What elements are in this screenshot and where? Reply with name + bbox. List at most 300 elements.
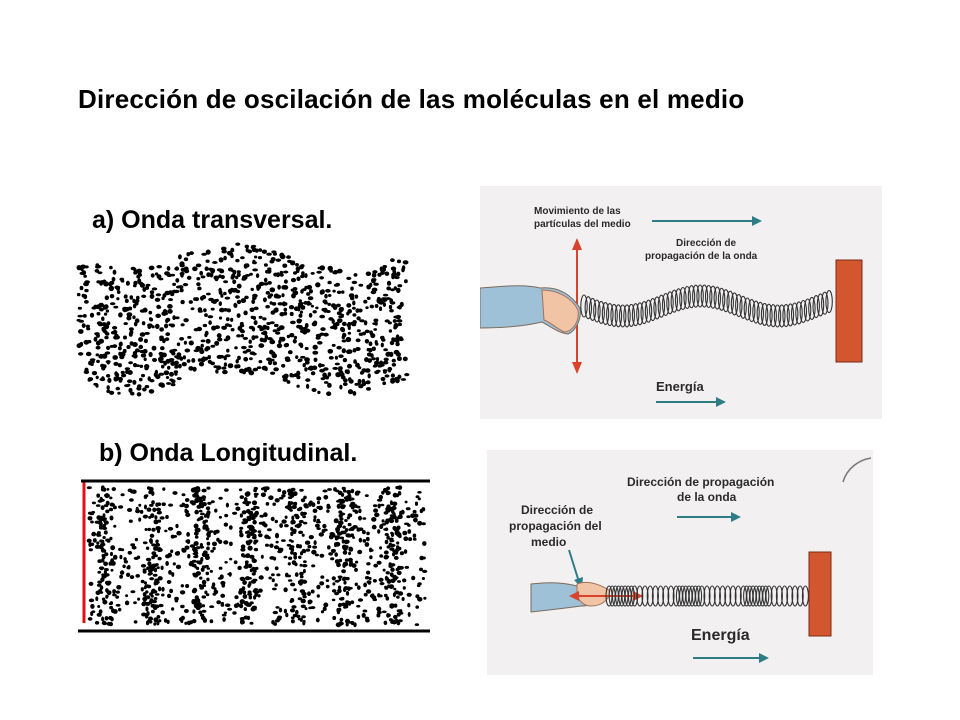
particle-dot — [138, 337, 143, 342]
particle-dot — [242, 586, 246, 590]
particle-dot — [341, 493, 344, 497]
particle-dot — [358, 509, 361, 514]
particle-dot — [141, 374, 145, 377]
particle-dot — [90, 358, 96, 361]
particle-dot — [225, 297, 231, 300]
particle-dot — [323, 367, 328, 370]
particle-dot — [387, 281, 391, 286]
particle-dot — [173, 535, 177, 538]
particle-dot — [204, 514, 207, 518]
particle-dot — [296, 544, 300, 548]
particle-dot — [365, 619, 370, 623]
particle-dot — [274, 308, 278, 311]
particle-dot — [389, 329, 392, 332]
particle-dot — [366, 589, 371, 593]
particle-dot — [272, 353, 277, 358]
particle-dot — [385, 272, 390, 276]
particle-dot — [237, 313, 241, 318]
particle-dot — [197, 287, 201, 291]
particle-dot — [167, 580, 172, 584]
particle-dot — [331, 549, 336, 553]
particle-dot — [272, 578, 275, 582]
particle-dot — [398, 485, 403, 490]
particle-dot — [240, 620, 244, 625]
particle-dot — [136, 364, 140, 367]
particle-dot — [348, 547, 353, 552]
particle-dot — [374, 513, 379, 518]
particle-dot — [295, 572, 299, 577]
particle-dot — [272, 503, 276, 506]
particle-dot — [373, 328, 377, 331]
particle-dot — [408, 537, 412, 541]
particle-dot — [149, 389, 155, 394]
particle-dot — [338, 354, 343, 358]
particle-dot — [300, 512, 304, 517]
particle-dot — [276, 259, 282, 262]
particle-dot — [300, 264, 304, 267]
particle-dot — [107, 378, 111, 383]
particle-dot — [234, 603, 239, 608]
particle-dot — [178, 364, 182, 369]
particle-dot — [326, 585, 330, 589]
particle-dot — [418, 497, 421, 500]
particle-dot — [289, 539, 292, 542]
particle-dot — [282, 490, 286, 495]
particle-dot — [307, 545, 311, 548]
particle-dot — [384, 555, 389, 560]
particle-dot — [391, 373, 395, 377]
particle-dot — [259, 360, 263, 363]
particle-dot — [204, 333, 207, 337]
particle-dot — [104, 494, 108, 497]
particle-dot — [422, 577, 425, 580]
particle-dot — [258, 594, 261, 597]
particle-dot — [226, 335, 231, 340]
particle-dot — [250, 351, 256, 355]
particle-dot — [201, 495, 206, 499]
particle-dot — [214, 341, 219, 346]
particle-dot — [304, 367, 307, 371]
particle-dot — [322, 490, 327, 493]
particle-dot — [347, 349, 353, 354]
particle-dot — [291, 616, 295, 619]
particle-dot — [139, 345, 144, 349]
particle-dot — [202, 489, 207, 493]
particle-dot — [234, 560, 238, 564]
particle-dot — [217, 333, 222, 338]
particle-dot — [401, 268, 405, 273]
particle-dot — [90, 543, 94, 547]
particle-dot — [145, 595, 150, 599]
particle-dot — [150, 534, 155, 538]
particle-dot — [277, 285, 281, 290]
particle-dot — [296, 524, 301, 528]
particle-dot — [107, 360, 110, 365]
particle-dot — [137, 598, 140, 601]
particle-dot — [201, 568, 205, 572]
particle-dot — [200, 543, 203, 547]
particle-dot — [316, 271, 321, 274]
particle-dot — [312, 388, 317, 392]
particle-dot — [316, 521, 321, 524]
particle-dot — [105, 295, 109, 300]
particle-dot — [385, 540, 389, 544]
particle-dot — [382, 519, 385, 522]
particle-dot — [293, 287, 298, 291]
particle-dot — [400, 551, 404, 555]
particle-dot — [258, 256, 262, 259]
particle-dot — [166, 359, 171, 364]
particle-dot — [115, 335, 119, 339]
particle-dot — [419, 556, 424, 561]
particle-dot — [110, 601, 113, 605]
particle-dot — [168, 298, 173, 301]
particle-dot — [143, 515, 148, 519]
particle-dot — [405, 501, 408, 504]
particle-dot — [169, 349, 174, 353]
particle-dot — [149, 266, 155, 271]
particle-dot — [125, 307, 129, 311]
particle-dot — [368, 581, 371, 585]
particle-dot — [89, 582, 94, 586]
particle-dot — [132, 354, 136, 357]
particle-dot — [87, 340, 91, 343]
particle-dot — [250, 622, 254, 625]
particle-dot — [237, 566, 241, 570]
particle-dot — [96, 334, 100, 338]
particle-dot — [332, 290, 335, 293]
particle-dot — [291, 548, 294, 552]
particle-dot — [194, 599, 197, 604]
slide-title: Dirección de oscilación de las moléculas en el medio — [78, 84, 745, 114]
particle-dot — [225, 603, 230, 607]
particle-dot — [327, 303, 331, 306]
particle-dot — [296, 277, 300, 282]
particle-dot — [309, 289, 313, 293]
particle-dot — [242, 369, 246, 374]
particle-dot — [335, 363, 340, 366]
particle-dot — [235, 276, 238, 280]
particle-dot — [87, 486, 92, 489]
particle-dot — [235, 295, 240, 299]
particle-dot — [382, 611, 387, 614]
particle-dot — [299, 314, 303, 318]
particle-dot — [255, 511, 259, 516]
particle-dot — [396, 526, 400, 531]
particle-dot — [396, 541, 399, 544]
particle-dot — [332, 616, 336, 620]
particle-dot — [333, 487, 337, 491]
particle-dot — [134, 620, 138, 623]
particle-dot — [308, 302, 312, 305]
particle-dot — [219, 269, 224, 274]
particle-dot — [210, 619, 214, 623]
particle-dot — [308, 600, 312, 604]
particle-dot — [144, 358, 147, 362]
particle-dot — [396, 315, 402, 319]
particle-dot — [149, 311, 153, 315]
particle-dot — [189, 341, 194, 346]
particle-dot — [316, 506, 319, 509]
particle-dot — [110, 503, 114, 507]
particle-dot — [229, 542, 233, 546]
particle-dot — [389, 309, 394, 312]
particle-dot — [259, 515, 264, 518]
particle-dot — [244, 565, 249, 569]
particle-dot — [246, 367, 251, 372]
particle-dot — [82, 323, 86, 328]
particle-dot — [217, 355, 223, 359]
particle-dot — [263, 331, 268, 336]
particle-dot — [92, 502, 96, 505]
particle-dot — [102, 598, 105, 601]
particle-dot — [209, 605, 214, 608]
particle-dot — [229, 525, 233, 530]
particle-dot — [144, 581, 147, 584]
particle-dot — [83, 275, 87, 278]
particle-dot — [357, 615, 361, 619]
particle-dot — [194, 524, 199, 529]
particle-dot — [212, 547, 215, 550]
particle-dot — [147, 561, 151, 566]
particle-dot — [175, 278, 179, 283]
particle-dot — [97, 581, 102, 584]
particle-dot — [367, 352, 372, 356]
particle-dot — [77, 315, 83, 318]
particle-dot — [253, 489, 257, 493]
particle-dot — [97, 571, 101, 574]
particle-dot — [180, 590, 185, 594]
particle-dot — [148, 376, 151, 381]
particle-dot — [351, 489, 355, 494]
particle-dot — [162, 293, 166, 297]
particle-dot — [270, 339, 274, 344]
particle-dot — [314, 540, 317, 545]
particle-dot — [332, 599, 336, 602]
particle-dot — [345, 619, 350, 624]
particle-dot — [151, 491, 154, 496]
particle-dot — [275, 295, 281, 299]
particle-dot — [342, 348, 346, 353]
particle-dot — [370, 333, 375, 338]
particle-dot — [291, 516, 294, 521]
particle-dot — [155, 298, 161, 302]
particle-dot — [130, 295, 134, 299]
particle-dot — [185, 513, 190, 517]
particle-dot — [154, 597, 158, 600]
particle-dot — [220, 574, 224, 579]
particle-dot — [150, 294, 155, 299]
particle-dot — [122, 565, 125, 569]
particle-dot — [322, 524, 326, 528]
particle-dot — [276, 617, 281, 621]
particle-dot — [387, 614, 391, 618]
particle-dot — [162, 487, 165, 490]
particle-dot — [118, 363, 122, 367]
particle-dot — [385, 577, 389, 581]
particle-dot — [87, 539, 92, 543]
particle-dot — [288, 496, 293, 499]
particle-dot — [252, 261, 257, 264]
particle-dot — [337, 291, 342, 294]
particle-dot — [318, 267, 322, 270]
particle-dot — [343, 606, 347, 609]
particle-dot — [105, 588, 109, 593]
particle-dot — [301, 498, 305, 502]
particle-dot — [359, 319, 364, 322]
particle-dot — [299, 507, 303, 511]
particle-dot — [103, 549, 106, 553]
particle-dot — [210, 550, 214, 553]
particle-dot — [386, 596, 390, 600]
particle-dot — [126, 345, 130, 349]
particle-dot — [294, 291, 298, 296]
particle-dot — [390, 568, 394, 572]
particle-dot — [270, 287, 276, 292]
particle-dot — [397, 375, 401, 379]
particle-dot — [161, 312, 166, 316]
particle-dot — [152, 358, 157, 362]
particle-dot — [211, 585, 215, 589]
particle-dot — [346, 369, 350, 374]
particle-dot — [241, 334, 244, 338]
particle-dot — [113, 330, 118, 334]
particle-dot — [322, 529, 326, 533]
particle-dot — [283, 271, 288, 274]
particle-dot — [396, 272, 400, 277]
propagation-label-line1: Dirección de propagación — [627, 475, 775, 489]
particle-dot — [327, 383, 332, 388]
particle-dot — [339, 597, 344, 600]
particle-dot — [148, 528, 152, 531]
particle-dot — [242, 275, 248, 280]
particle-dot — [194, 492, 199, 495]
particle-dot — [234, 304, 238, 308]
particle-dot — [362, 517, 366, 520]
particle-dot — [241, 346, 247, 349]
particle-dot — [369, 548, 372, 553]
particle-dot — [143, 308, 148, 313]
particle-dot — [378, 504, 381, 509]
particle-dot — [135, 348, 140, 352]
particle-dot — [354, 568, 358, 572]
particle-dot — [206, 293, 211, 296]
particle-dot — [261, 493, 266, 498]
particle-dot — [270, 301, 273, 305]
particle-dot — [342, 340, 347, 343]
particle-dot — [275, 520, 278, 524]
particle-dot — [201, 275, 206, 278]
particle-dot — [298, 303, 304, 307]
particle-dot — [196, 546, 200, 549]
particle-dot — [96, 360, 100, 363]
particle-dot — [221, 367, 226, 370]
particle-dot — [144, 339, 148, 343]
particle-dot — [339, 501, 342, 506]
particle-dot — [226, 503, 229, 508]
particle-dot — [176, 286, 181, 289]
particle-dot — [110, 545, 115, 550]
particle-dot — [155, 503, 158, 507]
particle-dot — [124, 322, 128, 325]
particle-dot — [281, 293, 284, 297]
particle-dot — [377, 273, 381, 277]
particle-dot — [154, 554, 158, 557]
particle-dot — [305, 360, 310, 364]
particle-dot — [152, 508, 156, 512]
particle-dot — [171, 383, 176, 386]
particle-dot — [223, 292, 227, 296]
particle-dot — [385, 319, 390, 322]
particle-dot — [423, 597, 426, 600]
particle-dot — [138, 273, 142, 277]
particle-dot — [141, 564, 146, 568]
particle-dot — [306, 384, 309, 389]
particle-dot — [227, 608, 232, 611]
particle-dot — [235, 243, 240, 246]
particle-dot — [386, 486, 390, 490]
particle-dot — [93, 383, 98, 386]
particle-dot — [119, 278, 124, 281]
particle-dot — [236, 334, 241, 337]
particle-dot — [366, 537, 370, 541]
particle-dot — [396, 596, 400, 599]
particle-dot — [391, 563, 396, 566]
particle-dot — [258, 589, 263, 593]
particle-dot — [263, 523, 267, 527]
particle-dot — [182, 362, 187, 366]
particle-dot — [84, 265, 88, 268]
particle-dot — [147, 619, 151, 623]
particle-dot — [149, 317, 152, 321]
particle-dot — [279, 497, 284, 500]
particle-dot — [182, 549, 187, 553]
particle-dot — [339, 517, 343, 520]
longitudinal-wave-label: b) Onda Longitudinal. — [99, 439, 358, 467]
particle-dot — [298, 343, 303, 347]
particle-dot — [285, 613, 288, 618]
particle-dot — [183, 283, 188, 286]
particle-dot — [275, 498, 280, 502]
movement-label-line1: Movimiento de las — [534, 206, 621, 217]
particle-dot — [149, 577, 154, 580]
particle-dot — [130, 575, 134, 579]
particle-dot — [101, 617, 104, 622]
particle-dot — [397, 284, 402, 287]
particle-dot — [202, 580, 207, 585]
particle-dot — [219, 516, 222, 519]
particle-dot — [175, 598, 179, 602]
particle-dot — [116, 297, 119, 300]
particle-dot — [323, 607, 327, 611]
particle-dot — [139, 378, 143, 382]
particle-dot — [323, 603, 328, 608]
particle-dot — [389, 584, 394, 589]
particle-dot — [417, 521, 422, 526]
particle-dot — [283, 312, 287, 316]
particle-dot — [135, 318, 140, 323]
particle-dot — [311, 564, 315, 567]
particle-dot — [258, 343, 264, 348]
particle-dot — [106, 309, 109, 312]
particle-dot — [348, 528, 351, 531]
particle-dot — [375, 304, 379, 308]
particle-dot — [383, 348, 388, 351]
particle-dot — [362, 613, 366, 618]
particle-dot — [84, 289, 88, 292]
particle-dot — [277, 327, 281, 331]
particle-dot — [206, 272, 211, 277]
